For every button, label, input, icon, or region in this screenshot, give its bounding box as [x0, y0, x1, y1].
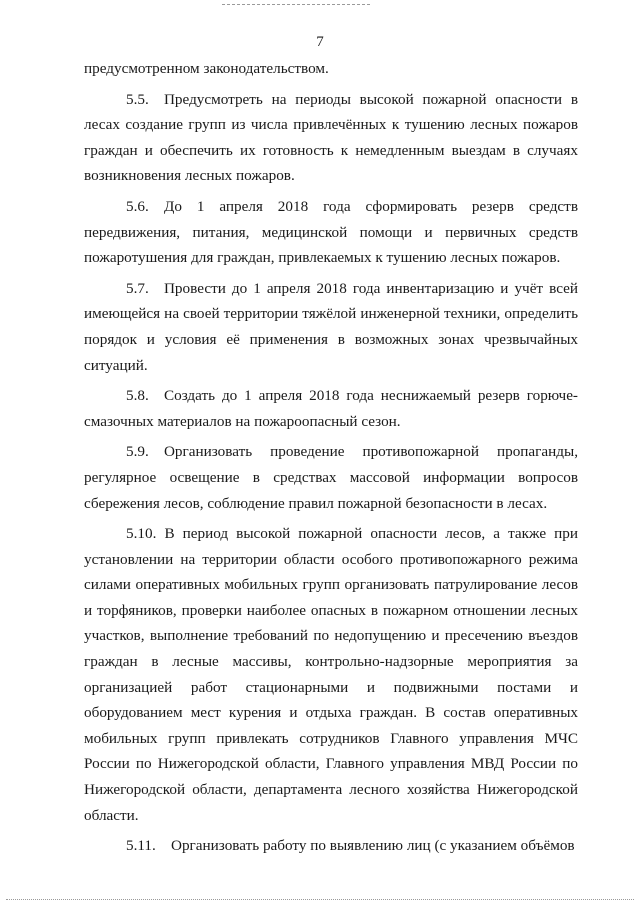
scan-artifact-bottom — [6, 899, 634, 900]
paragraph-5-9: 5.9. Организовать проведение противопожарной пропаганды, регулярное освещение в средствах массовой информации вопросов сбережения лесов, соблюдение правил пожарной безопасности в лесах. — [84, 443, 578, 512]
paragraph-5-8: 5.8. Создать до 1 апреля 2018 года неснижаемый резерв горюче-смазочных материалов на пожароопасный сезон. — [84, 387, 578, 430]
page-number: 7 — [316, 34, 324, 50]
paragraph-continuation: предусмотренном законодательством. — [84, 60, 329, 77]
paragraph-5-10: 5.10. В период высокой пожарной опасности лесов, а также при установлении на территории области особого противопожарного режима силами оперативных мобильных групп организовать патрулирование лесов и торфяников, проверки наиболее опасных в пожарном отношении лесных участков, выполнение требований по недопущению и пресечению въездов граждан в лесные массивы, контрольно-надзорные мероприятия за организацией работ стационарными и подвижными постами и оборудованием мест курения и отдыха граждан. В состав оперативных мобильных групп привлекать сотрудников Главного управления МЧС России по Нижегородской области, Главного управления МВД России по Нижегородской области, департамента лесного хозяйства Нижегородской области. — [84, 525, 578, 824]
document-body — [84, 56, 578, 864]
paragraph-5-11: 5.11. Организовать работу по выявлению лиц (с указанием объёмов — [126, 837, 575, 855]
paragraph-5-6: 5.6. До 1 апреля 2018 года сформировать резерв средств передвижения, питания, медицинской помощи и первичных средств пожаротушения для граждан, привлекаемых к тушению лесных пожаров. — [84, 197, 578, 267]
paragraph-5-7: 5.7. Провести до 1 апреля 2018 года инвентаризацию и учёт всей имеющейся на своей территории тяжёлой инженерной техники, определить порядок и условия её применения в возможных зонах чрезвычайных ситуаций. — [84, 279, 578, 374]
scan-artifact-top — [222, 4, 370, 5]
paragraph-5-5: 5.5. Предусмотреть на периоды высокой пожарной опасности в лесах создание групп из числа привлечённых к тушению лесных пожаров граждан и обеспечить их готовность к немедленным выездам в случаях возникновения лесных пожаров. — [84, 90, 578, 185]
